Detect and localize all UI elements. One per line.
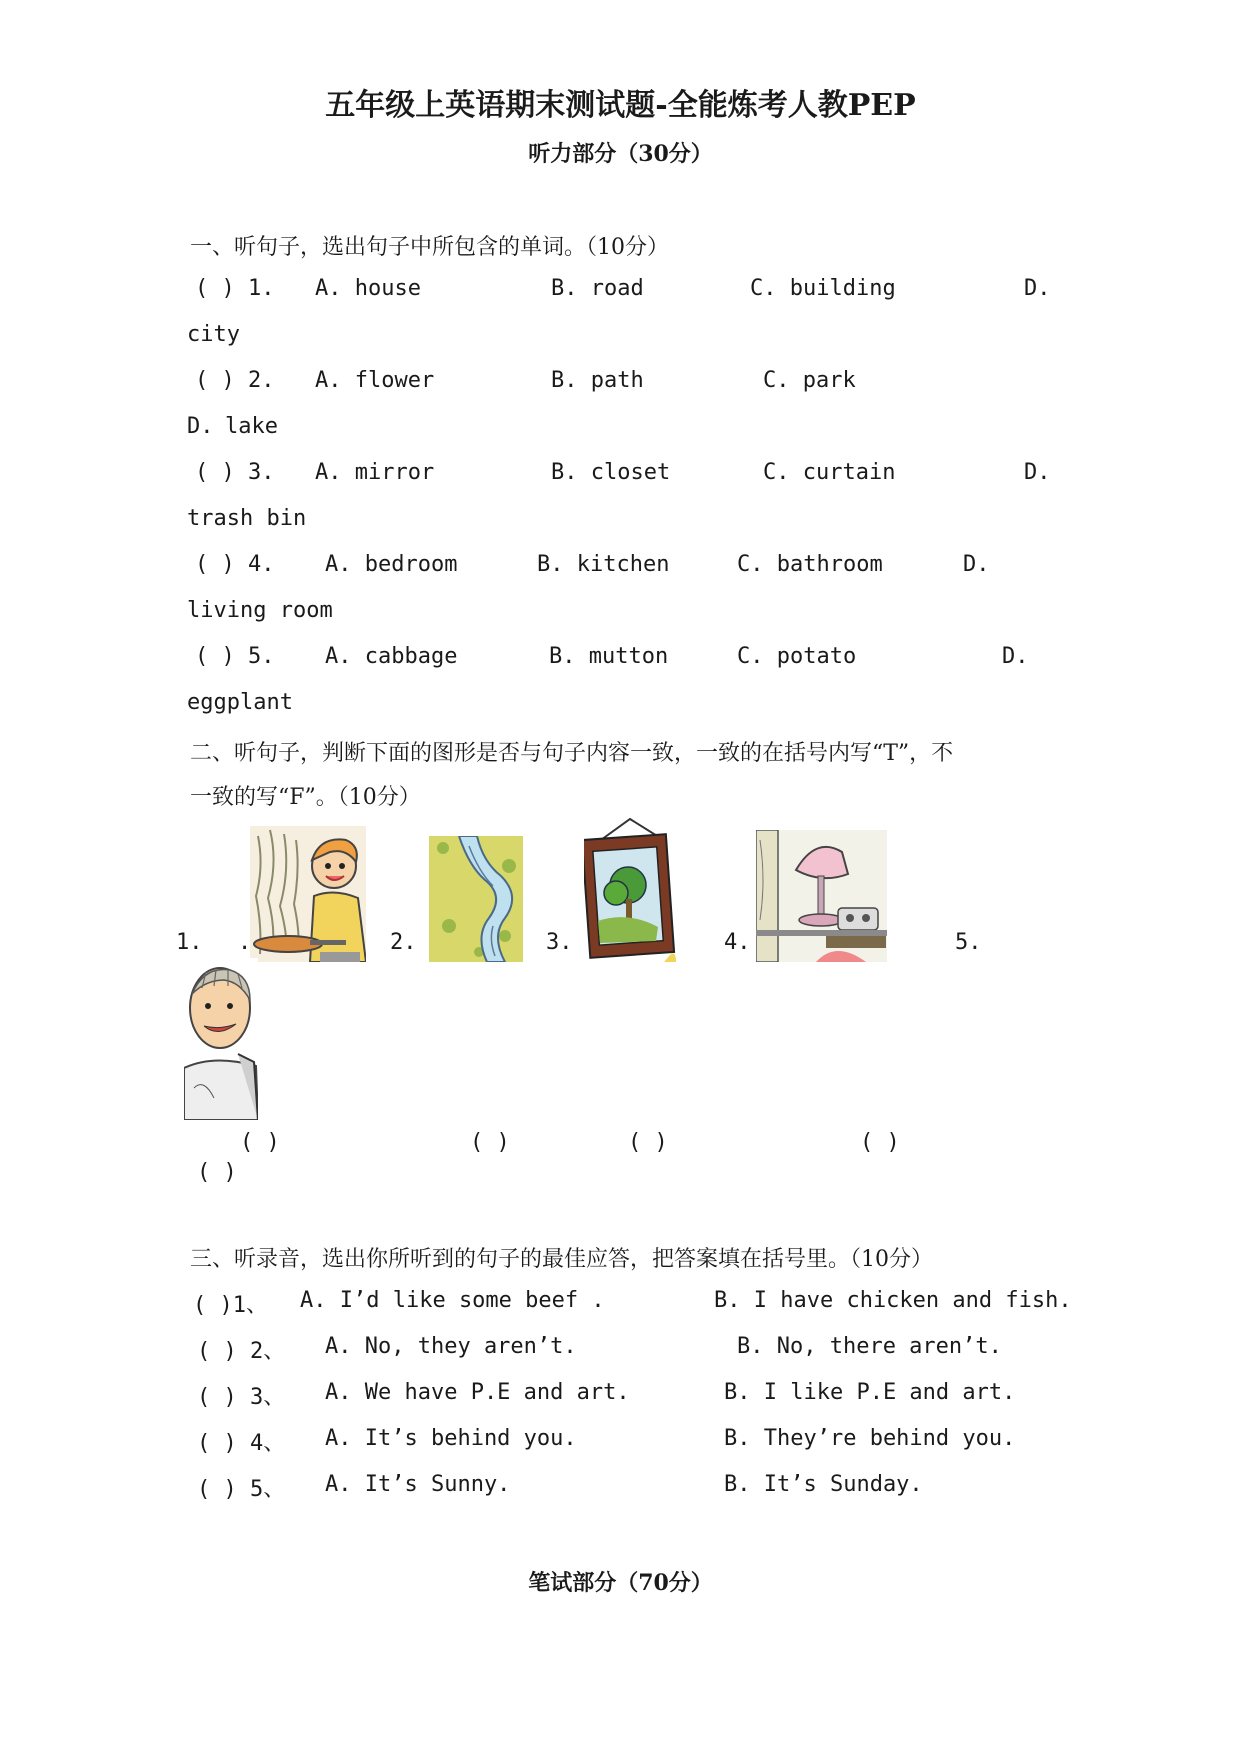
s3-item1-option-b: B. I have chicken and fish. xyxy=(714,1288,1072,1313)
s1-item5-option-d-word: eggplant xyxy=(187,690,293,715)
s1-item5-option-b: B. mutton xyxy=(549,644,669,669)
s3-item4-number[interactable]: ( ) 4、 xyxy=(197,1431,286,1456)
s2-label-2: 2. xyxy=(390,930,417,955)
s2-answer-bracket-5[interactable]: ( ) xyxy=(197,1160,237,1185)
s2-label-3: 3. xyxy=(546,930,573,955)
s1-item1-number[interactable]: ( ) 1. xyxy=(195,276,275,301)
s1-item3-option-c: C. curtain xyxy=(763,460,896,485)
listening-section-header: 听力部分（30分） xyxy=(528,141,713,167)
s3-item2-number[interactable]: ( ) 2、 xyxy=(197,1339,286,1364)
picture-1-cooking xyxy=(250,826,366,962)
s1-item4-option-d-word: living room xyxy=(187,598,333,623)
s3-item3-option-a: A. We have P.E and art. xyxy=(325,1380,630,1405)
s2-label-4: 4. xyxy=(724,930,751,955)
s1-item3-option-b: B. closet xyxy=(551,460,671,485)
s3-item2-option-b: B. No, there aren’t. xyxy=(737,1334,1002,1359)
section2-heading-line2: 一致的写“F”。（10分） xyxy=(190,785,421,810)
s1-item2-option-a: A. flower xyxy=(315,368,435,393)
s2-label-1: 1. xyxy=(176,930,203,955)
s2-label-1-dot: . xyxy=(238,930,252,955)
s1-item2-option-d-word: lake xyxy=(225,414,278,439)
picture-5-grandfather xyxy=(184,958,258,1120)
s3-item3-number[interactable]: ( ) 3、 xyxy=(197,1385,286,1410)
s3-item5-number[interactable]: ( ) 5、 xyxy=(197,1477,286,1502)
s2-answer-bracket-2[interactable]: ( ) xyxy=(470,1130,510,1155)
s1-item1-option-c: C. building xyxy=(750,276,896,301)
section3-heading: 三、听录音，选出你所听到的句子的最佳应答，把答案填在括号里。（10分） xyxy=(190,1247,933,1272)
s1-item5-option-a: A. cabbage xyxy=(325,644,458,669)
s2-label-5: 5. xyxy=(955,930,982,955)
s1-item1-option-d-word: city xyxy=(187,322,240,347)
s3-item1-option-a: A. I’d like some beef . xyxy=(300,1288,605,1313)
s1-item5-option-c: C. potato xyxy=(737,644,857,669)
s1-item4-option-d-letter: D. xyxy=(963,552,990,577)
s1-item4-option-c: C. bathroom xyxy=(737,552,883,577)
page-title: 五年级上英语期末测试题-全能炼考人教PEP xyxy=(325,88,916,123)
s1-item2-option-d-letter: D. xyxy=(187,414,214,439)
s1-item4-number[interactable]: ( ) 4. xyxy=(195,552,275,577)
s2-answer-bracket-3[interactable]: ( ) xyxy=(628,1130,668,1155)
s3-item5-option-b: B. It’s Sunday. xyxy=(724,1472,923,1497)
s1-item5-number[interactable]: ( ) 5. xyxy=(195,644,275,669)
section1-heading: 一、听句子，选出句子中所包含的单词。（10分） xyxy=(190,235,669,260)
s2-answer-bracket-1[interactable]: ( ) xyxy=(240,1130,280,1155)
s1-item5-option-d-letter: D. xyxy=(1002,644,1029,669)
picture-3-framed-painting xyxy=(584,815,676,962)
section2-heading-line1: 二、听句子，判断下面的图形是否与句子内容一致，一致的在括号内写“T”，不 xyxy=(190,741,954,766)
picture-4-lamp-desk xyxy=(756,830,887,962)
s1-item2-option-b: B. path xyxy=(551,368,644,393)
s1-item3-number[interactable]: ( ) 3. xyxy=(195,460,275,485)
written-section-header: 笔试部分（70分） xyxy=(528,1570,713,1596)
s1-item4-option-b: B. kitchen xyxy=(537,552,670,577)
s1-item3-option-d-word: trash bin xyxy=(187,506,307,531)
s2-answer-bracket-4[interactable]: ( ) xyxy=(860,1130,900,1155)
s1-item1-option-d-letter: D. xyxy=(1024,276,1051,301)
s3-item4-option-a: A. It’s behind you. xyxy=(325,1426,577,1451)
s1-item4-option-a: A. bedroom xyxy=(325,552,458,577)
s3-item5-option-a: A. It’s Sunny. xyxy=(325,1472,511,1497)
s1-item1-option-b: B. road xyxy=(551,276,644,301)
s1-item2-number[interactable]: ( ) 2. xyxy=(195,368,275,393)
s3-item4-option-b: B. They’re behind you. xyxy=(724,1426,1016,1451)
s1-item3-option-a: A. mirror xyxy=(315,460,435,485)
s3-item3-option-b: B. I like P.E and art. xyxy=(724,1380,1016,1405)
picture-2-river xyxy=(429,836,523,962)
s3-item2-option-a: A. No, they aren’t. xyxy=(325,1334,577,1359)
s1-item1-option-a: A. house xyxy=(315,276,421,301)
s1-item3-option-d-letter: D. xyxy=(1024,460,1051,485)
s3-item1-number[interactable]: ( )1、 xyxy=(193,1293,268,1318)
s1-item2-option-c: C. park xyxy=(763,368,856,393)
